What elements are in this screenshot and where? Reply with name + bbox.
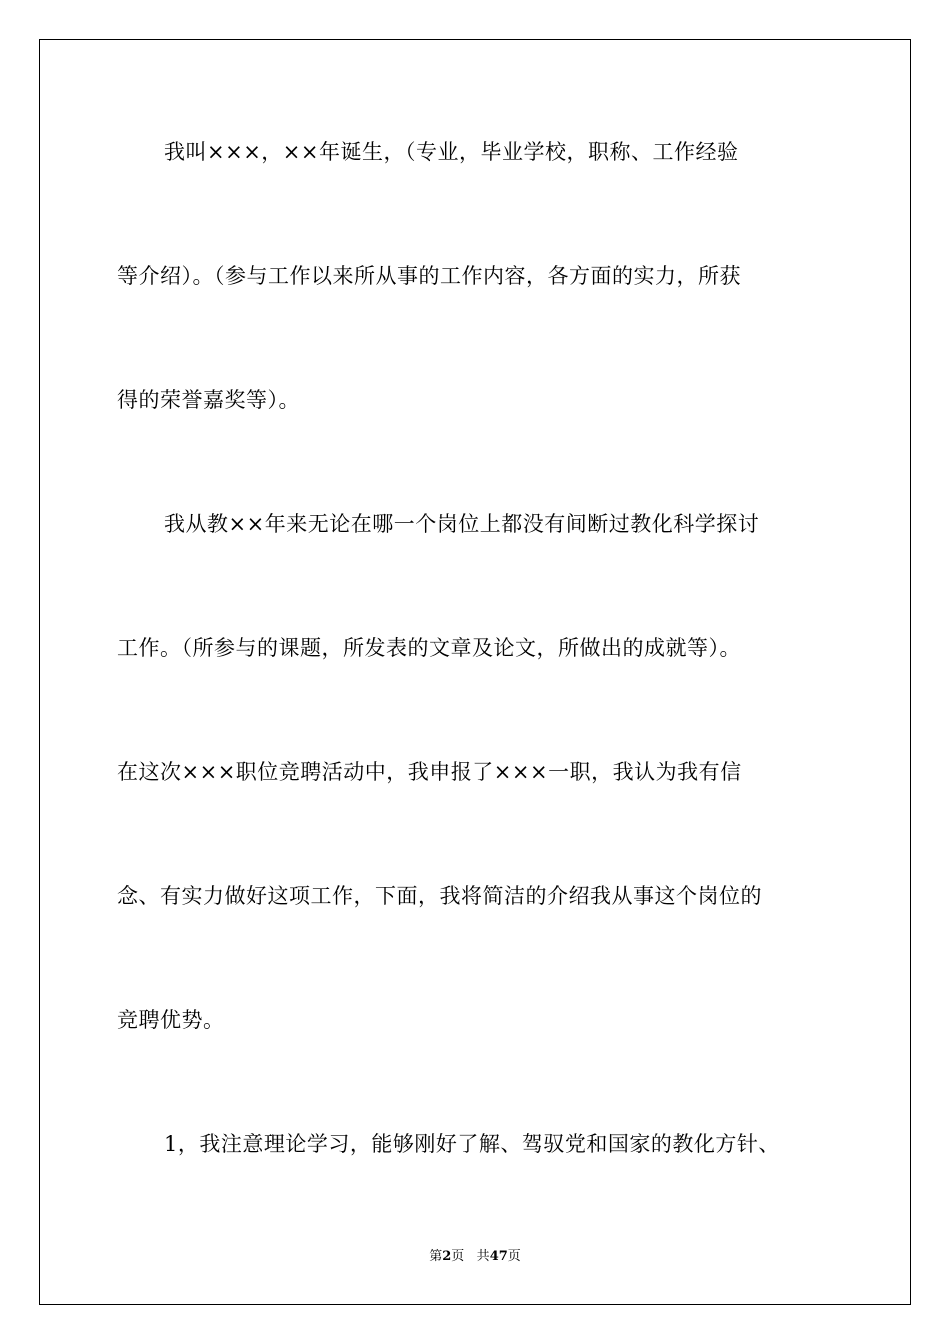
total-prefix: 共 (476, 1249, 490, 1264)
paragraph-line-2: 等介绍）。（参与工作以来所从事的工作内容，各方面的实力，所获 (117, 264, 741, 288)
total-suffix: 页 (507, 1249, 521, 1264)
page-footer (0, 1248, 950, 1266)
paragraph-line-4: 我从教××年来无论在哪一个岗位上都没有间断过教化科学探讨 (164, 512, 760, 536)
total-pages: 47 (489, 1249, 508, 1264)
paragraph-line-8: 竞聘优势。 (117, 1008, 225, 1032)
paragraph-line-3: 得的荣誉嘉奖等）。 (117, 388, 300, 412)
paragraph-line-7: 念、有实力做好这项工作，下面，我将简洁的介绍我从事这个岗位的 (117, 884, 762, 908)
page-number: 2 (442, 1249, 452, 1264)
paragraph-line-5: 工作。（所参与的课题，所发表的文章及论文，所做出的成就等）。 (117, 636, 741, 660)
paragraph-line-9: 1，我注意理论学习，能够刚好了解、驾驭党和国家的教化方针、 (164, 1132, 780, 1156)
page-prefix: 第 (429, 1249, 443, 1264)
paragraph-line-6: 在这次×××职位竞聘活动中，我申报了×××一职，我认为我有信 (117, 760, 742, 784)
page-border (39, 39, 911, 1305)
paragraph-line-1: 我叫×××，××年诞生，（专业，毕业学校，职称、工作经验 (164, 140, 739, 164)
page-suffix: 页 (451, 1249, 465, 1264)
